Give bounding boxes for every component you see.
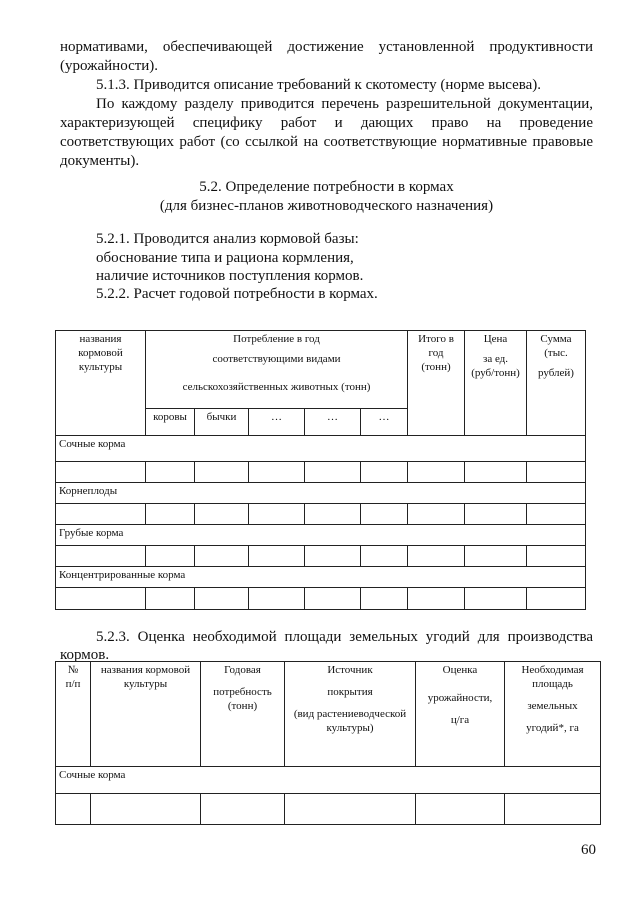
docs-line-2: характеризующей специфику работ и дающих право на проведение [60, 115, 593, 131]
item-sources: наличие источников поступления кормов. [96, 268, 364, 284]
subheader-cows: коровы [146, 409, 195, 436]
group-row-juicy-feed: Сочные корма [56, 436, 586, 462]
group-row-juicy-feed: Сочные корма [56, 767, 601, 794]
header-annual-consumption: Потребление в год соответствующими видами сельскохозяйственных животных (тонн) [146, 331, 408, 409]
table-row [56, 588, 586, 610]
subheader-other-2: … [305, 409, 361, 436]
subheader-bulls: бычки [195, 409, 249, 436]
section-5-2-title: 5.2. Определение потребности в кормах [199, 179, 454, 195]
page-number: 60 [581, 842, 596, 858]
header-feed-crop: названия кормовой культуры [56, 331, 146, 436]
header-sum: Сумма (тыс. рублей) [527, 331, 586, 436]
group-row-coarse-feed: Грубые корма [56, 525, 586, 546]
header-total-year: Итого в год (тонн) [408, 331, 465, 436]
item-ration: обоснование типа и рациона кормления, [96, 250, 354, 266]
table-row [56, 462, 586, 483]
paragraph-5-2-1: 5.2.1. Проводится анализ кормовой базы: [96, 231, 359, 247]
header-annual-need: Годовая потребность (тонн) [201, 662, 285, 767]
group-row-concentrated-feed: Концентрированные корма [56, 567, 586, 588]
table-row [56, 504, 586, 525]
header-required-area: Необходимая площадь земельных угодий*, га [505, 662, 601, 767]
header-crop-name: названия кормовой культуры [91, 662, 201, 767]
section-5-2-subtitle: (для бизнес-планов животноводческого назначения) [159, 198, 494, 214]
feed-requirement-table [55, 330, 586, 610]
paragraph-5-2-3-line-2: кормов. [60, 647, 110, 663]
table-row [56, 546, 586, 567]
docs-line-4: документы). [60, 153, 140, 169]
docs-line-1: По каждому разделу приводится перечень разрешительной документации, [96, 96, 593, 112]
intro-line-1: нормативами, обеспечивающей достижение установленной продуктивности [60, 39, 593, 55]
subheader-other-3: … [361, 409, 408, 436]
land-area-table [55, 661, 601, 825]
intro-line-2: (урожайности). [60, 58, 159, 74]
table-row [56, 794, 601, 825]
header-row-number: № п/п [56, 662, 91, 767]
header-coverage-source: Источник покрытия (вид растениеводческой культуры) [285, 662, 416, 767]
paragraph-5-2-3-line-1: 5.2.3. Оценка необходимой площади земельных угодий для производства [96, 629, 593, 645]
subheader-other-1: … [249, 409, 305, 436]
header-unit-price: Цена за ед. (руб/тонн) [465, 331, 527, 436]
paragraph-5-2-2: 5.2.2. Расчет годовой потребности в кормах. [96, 286, 378, 302]
paragraph-5-1-3: 5.1.3. Приводится описание требований к скотоместу (норме высева). [96, 77, 542, 93]
docs-line-3: соответствующих работ (со ссылкой на соответствующие нормативные правовые [60, 134, 593, 150]
group-row-root-crops: Корнеплоды [56, 483, 586, 504]
header-yield-estimate: Оценка урожайности, ц/га [416, 662, 505, 767]
